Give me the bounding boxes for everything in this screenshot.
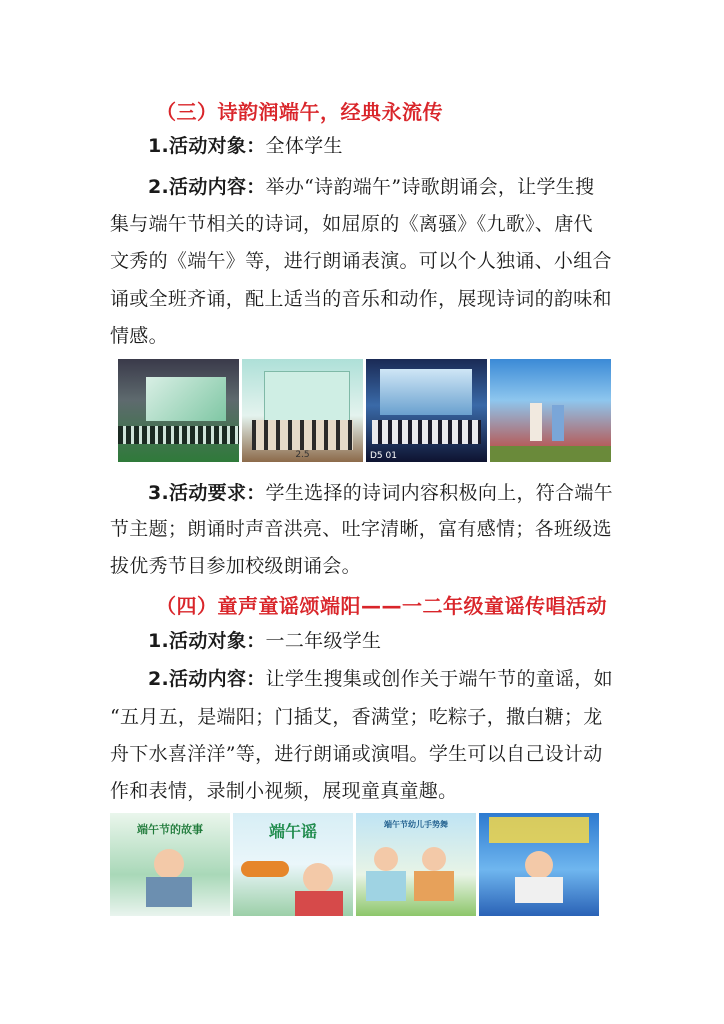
value: 全体学生: [265, 135, 343, 157]
text: 学生选择的诗词内容积极向上，符合端午: [265, 482, 613, 504]
child-face: [374, 847, 398, 871]
label: 2.活动内容：: [148, 176, 266, 198]
section-3-content-line-2: 集与端午节相关的诗词，如屈原的《离骚》《九歌》、唐代: [110, 213, 593, 235]
photo-caption: 端午谣: [268, 822, 317, 841]
rhyme-photo-2: [233, 813, 353, 916]
title-banner: [489, 817, 589, 843]
label: 2.活动内容：: [148, 668, 266, 690]
poetry-photo-1: [118, 359, 239, 462]
performers: [118, 426, 239, 444]
text: 让学生搜集或创作关于端午节的童谣，如: [265, 668, 613, 690]
poetry-photo-3: [366, 359, 487, 462]
performer: [552, 405, 564, 441]
section-4-content-line-3: 舟下水喜洋洋”等，进行朗诵或演唱。学生可以自己设计动: [110, 743, 603, 765]
rhyme-photo-1: [110, 813, 230, 916]
child-face: [422, 847, 446, 871]
child-body: [295, 891, 343, 916]
label: 3.活动要求：: [148, 482, 266, 504]
child-body: [366, 871, 406, 901]
section-3-target: [148, 134, 658, 158]
child-body: [146, 877, 192, 907]
section-3-requirement-line-2: 节主题；朗诵时声音洪亮、吐字清晰，富有感情；各班级选: [110, 518, 612, 540]
dragon-boat-icon: [241, 861, 289, 877]
performer: [530, 403, 542, 441]
photo-caption: 2.5: [295, 450, 310, 460]
section-4-heading: （四）童声童谣颂端阳——一二年级童谣传唱活动: [156, 594, 607, 618]
poetry-photo-4: [490, 359, 611, 462]
rhyme-photo-3: [356, 813, 476, 916]
photo-caption: D5 01: [370, 451, 397, 461]
section-3-content-line-5: 情感。: [110, 325, 168, 347]
section-3-requirement-line-3: 拔优秀节目参加校级朗诵会。: [110, 555, 361, 577]
tiger-figure: [414, 871, 454, 901]
photo-caption: 端午节的故事: [137, 823, 203, 836]
banner: [490, 446, 611, 462]
child-face: [303, 863, 333, 893]
poetry-photo-row: [118, 359, 611, 462]
rhyme-photo-row: [110, 813, 599, 916]
stage-screen: [146, 377, 226, 421]
child-face: [525, 851, 553, 879]
section-4-content-line-1: [148, 667, 658, 691]
poetry-photo-2: [242, 359, 363, 462]
section-4-content-line-2: “五月五，是端阳；门插艾，香满堂；吃粽子，撒白糖；龙: [110, 706, 603, 728]
child-face: [154, 849, 184, 879]
stage-backdrop: [264, 371, 350, 421]
section-3-content-line-3: 文秀的《端午》等，进行朗诵表演。可以个人独诵、小组合: [110, 250, 612, 272]
section-4-content-line-4: 作和表情，录制小视频，展现童真童趣。: [110, 780, 458, 802]
section-3-content-line-4: 诵或全班齐诵，配上适当的音乐和动作，展现诗词的韵味和: [110, 288, 612, 310]
child-body: [515, 877, 563, 903]
label: 1.活动对象：: [148, 630, 266, 652]
section-3-heading: （三）诗韵润端午，经典永流传: [156, 100, 443, 124]
photo-caption: 端午节幼儿手势舞: [384, 820, 448, 829]
value: 一二年级学生: [265, 630, 382, 652]
section-3-requirement-line-1: [148, 481, 658, 505]
stage-screen: [380, 369, 472, 415]
performers: [372, 420, 481, 444]
label: 1.活动对象：: [148, 135, 266, 157]
rhyme-photo-4: [479, 813, 599, 916]
section-4-target: [148, 629, 658, 653]
text: 举办“诗韵端午”诗歌朗诵会，让学生搜: [265, 176, 595, 198]
performers: [252, 420, 353, 450]
section-3-content-line-1: [148, 175, 658, 199]
